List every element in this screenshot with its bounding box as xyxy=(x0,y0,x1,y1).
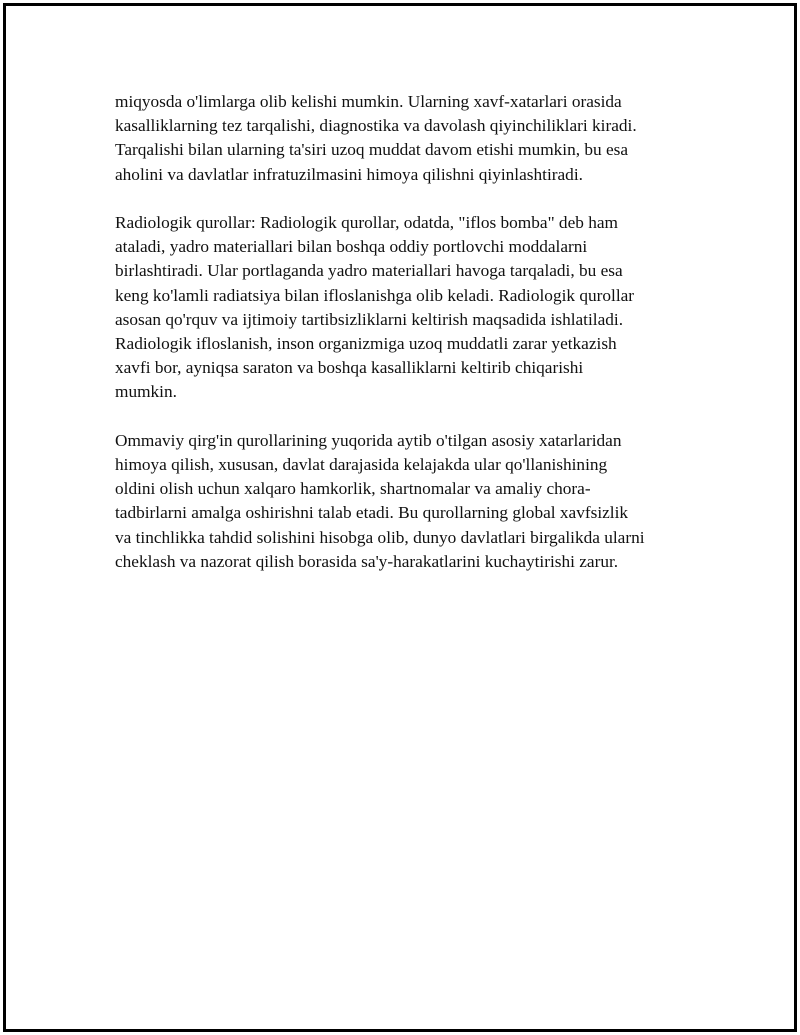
paragraph-3 xyxy=(115,429,685,574)
text-line: birlashtiradi. Ular portlaganda yadro materiallari havoga tarqaladi, bu esa xyxy=(115,261,623,281)
text-line: tadbirlarni amalga oshirishni talab etadi. Bu qurollarning global xavfsizlik xyxy=(115,503,629,523)
text-line: Tarqalishi bilan ularning ta'siri uzoq muddat davom etishi mumkin, bu esa xyxy=(115,140,629,160)
text-line: miqyosda o'limlarga olib kelishi mumkin. Ularning xavf-xatarlari orasida xyxy=(115,92,622,111)
text-line: cheklash va nazorat qilish borasida sa'y-harakatlarini kuchaytirishi zarur. xyxy=(115,551,619,571)
text-line: keng ko'lamli radiatsiya bilan ifloslanishga olib keladi. Radiologik qurollar xyxy=(115,285,635,305)
paragraph-2 xyxy=(115,211,685,405)
paragraph-1 xyxy=(115,90,685,187)
text-line: himoya qilish, xususan, davlat darajasida kelajakda ular qo'llanishining xyxy=(115,455,608,475)
document-body xyxy=(115,90,685,598)
text-line: mumkin. xyxy=(115,382,177,402)
text-line: ataladi, yadro materiallari bilan boshqa oddiy portlovchi moddalarni xyxy=(115,237,588,257)
text-line: Ommaviy qirg'in qurollarining yuqorida aytib o'tilgan asosiy xatarlaridan xyxy=(115,430,622,450)
text-line: va tinchlikka tahdid solishini hisobga olib, dunyo davlatlari birgalikda ularni xyxy=(115,527,645,547)
text-line: oldini olish uchun xalqaro hamkorlik, shartnomalar va amaliy chora- xyxy=(115,479,591,499)
text-line: xavfi bor, ayniqsa saraton va boshqa kasalliklarni keltirib chiqarishi xyxy=(115,358,584,378)
text-line: kasalliklarning tez tarqalishi, diagnostika va davolash qiyinchiliklari kiradi. xyxy=(115,116,637,136)
text-line: Radiologik qurollar: Radiologik qurollar, odatda, "iflos bomba" deb ham xyxy=(115,213,618,232)
text-line: Radiologik ifloslanish, inson organizmiga uzoq muddatli zarar yetkazish xyxy=(115,334,617,354)
text-line: asosan qo'rquv va ijtimoiy tartibsizliklarni keltirish maqsadida ishlatiladi. xyxy=(115,309,624,329)
text-line: aholini va davlatlar infratuzilmasini himoya qilishni qiyinlashtiradi. xyxy=(115,164,583,184)
